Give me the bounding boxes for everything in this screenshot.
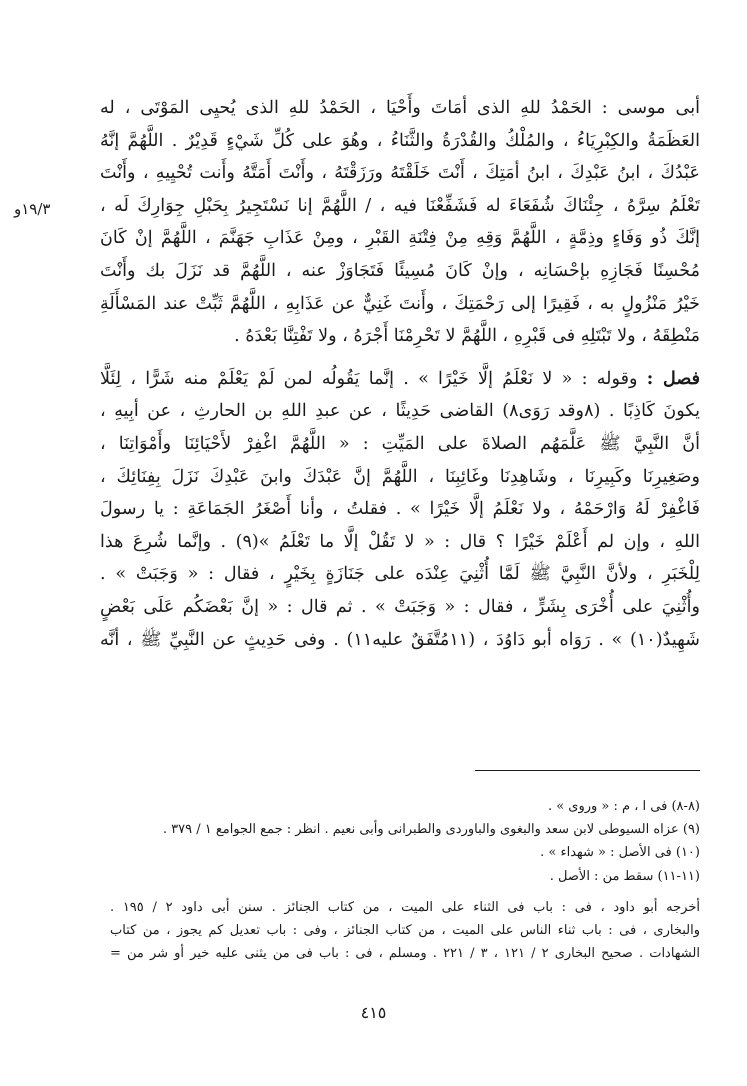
- body-line: عَبْدُكَ ، ابنُ عَبْدِكَ ، ابنُ أمَتِكَ ، أَنْتَ خَلَقْتَهُ ورَزَقْتَهُ ، وأَنْتَ أَمَتَّهُ وأَنت تُحْيِيهِ ، وأَنْتَ: [100, 163, 700, 184]
- footnote: (٨-٨) فى ا ، م : « وروى » .: [547, 799, 700, 814]
- body-line: فَاغْفِرْ لَهُ وَارْحَمْهُ ، ولا نَعْلَمُ إلَّا خَيْرًا » . فقلتُ ، وأنا أَصْغَرُ الجَمَاعَةِ : يا رسولَ: [100, 499, 700, 520]
- main-body-text: [100, 92, 700, 656]
- fasl-first-line-text: وقوله : « لا نَعْلَمُ إلَّا خَيْرًا » . إنَّما يَقُولُه لمن لَمْ يَعْلَمْ منه شَرًّا ، لِئَلَّا: [100, 368, 647, 389]
- body-line: لِلْخَبَرِ ، ولأنَّ النَّبِيَّ ﷺ لَمَّا أُثْنِيَ عِنْدَه على جَنَازَةٍ بِخَيْرٍ ، فقال : « وَجَبَتْ » .: [100, 564, 700, 585]
- page-number: ٤١٥: [360, 1003, 387, 1022]
- footnote-continuation-line: أخرجه أبو داود ، فى : باب فى الثناء على الميت ، من كتاب الجنائز . سنن أبى داود ٢ / ١٩٥ .: [110, 899, 701, 915]
- body-line: خَيْرُ مَنْزُولٍ به ، فَقِيرًا إلى رَحْمَتِكَ ، وأَنتَ غَنِيٌّ عن عَذَابِهِ ، اللَّهُمَّ ثَبِّتْ عند المَسْأَلَةِ: [100, 293, 700, 314]
- body-line: تَعْلَمُ سِرَّهُ ، جِئْنَاكَ شُفَعَاءَ له فَشَفِّعْنَا فيه ، / اللَّهُمَّ إنا نَسْتَجِيرُ بِحَبْلِ جِوَارِكَ لَه ،: [100, 195, 700, 216]
- body-line: أنَّ النَّبِيَّ ﷺ عَلَّمَهُم الصلاةَ على المَيِّتِ : « اللَّهُمَّ اغْفِرْ لأَحْيَائِنَا وأَمْوَاتِنَا ،: [100, 433, 700, 454]
- folio-margin-note: ١٩/٣و: [14, 200, 51, 218]
- body-line: مُحْسِنًا فَجَازِهِ بإحْسَانِه ، وإنْ كَانَ مُسِيئًا فَتَجَاوَزْ عنه ، اللَّهُمَّ قد نَزَلَ بك وأَنْتَ: [100, 260, 700, 281]
- fasl-heading-line: [100, 363, 700, 396]
- body-line: مَنْطِقَهُ ، ولا تَبْتَلِهِ فى قَبْرِهِ ، اللَّهُمَّ لا تَحْرِمْنَا أَجْرَهُ ، ولا تَفْتِنَّا بَعْدَهُ .: [234, 326, 700, 347]
- paragraph-gap: [100, 353, 700, 363]
- footnote: (١٠) فى الأصل : « شهداء » .: [540, 845, 700, 861]
- footnote-gap: [110, 888, 700, 896]
- body-line: أبى موسى : الحَمْدُ للهِ الذى أمَاتَ وأَحْيَا ، الحَمْدُ للهِ الذى يُحيِى المَوْتَى ، له: [100, 98, 700, 118]
- footnotes: [110, 795, 700, 965]
- body-line: وصَغِيرِنَا وكَبِيرِنَا ، وشَاهِدِنَا وغَائِبِنَا ، اللَّهُمَّ إنَّ عَبْدَكَ وابنَ عَبْدِكَ نَزَلَ بِفِنَائِكَ ،: [100, 466, 700, 487]
- footnote: (٩) عزاه السيوطى لابن سعد والبغوى والباوردى والطبرانى وأبى نعيم . انظر : جمع الجوامع ١ / ٣٧٩ .: [162, 822, 700, 838]
- body-line: إنَّكَ ذُو وَفَاءٍ وذِمَّةٍ ، اللَّهُمَّ وَقِهِ مِنْ فِتْنَةِ القَبْرِ ، ومِنْ عَذَابِ جَهَنَّمَ ، اللَّهُمَّ إنْ كَانَ: [100, 228, 700, 249]
- footnote-continuation-line: والبخارى ، فى : باب ثناء الناس على الميت ، من كتاب الجنائز ، وفى : باب تعديل كم يجوز ، من كتاب: [110, 923, 700, 939]
- footnote: (١١-١١) سقط من : الأصل .: [549, 868, 700, 884]
- fasl-label: فصل :: [646, 367, 700, 389]
- footnote-divider: [475, 770, 700, 771]
- footnote-continuation-line: الشهادات . صحيح البخارى ٢ / ١٢١ ، ٣ / ٢٢١ . ومسلم ، فى : باب فى من يثنى عليه خير أو شر من =: [110, 946, 700, 962]
- body-line: وأُثْنِيَ على أُخْرَى بِشَرٍّ ، فقال : « وَجَبَتْ » . ثم قال : « إنَّ بَعْضَكُم عَلَى بَعْضٍ: [100, 596, 700, 617]
- body-line: شَهِيدٌ(١٠) » . رَوَاه أبو دَاوُدَ ، (١١مُتَّفَقٌ عليه١١) . وفى حَدِيثٍ عن النَّبِيِّ ﷺ ، أنَّه: [100, 629, 701, 650]
- body-line: يكونَ كَاذِبًا . (٨وقد رَوَى٨) القاضى حَدِيثًا ، عن عبدِ اللهِ بن الحارثِ ، عن أبِيهِ ،: [100, 401, 700, 422]
- body-line: اللهِ ، وإن لم أَعْلَمْ خَيْرًا ؟ قال : « لا تَقُلْ إلَّا ما تَعْلَمُ »(٩) . وإنَّما شُرِعَ هذا: [100, 531, 700, 552]
- body-line: العَظَمَةُ والكِبْرِيَاءُ ، والمُلْكُ والقُدْرَةُ والثَّنَاءُ ، وهُوَ على كُلِّ شَيْءٍ قَدِيْرٌ . اللَّهُمَّ إنَّهُ: [100, 130, 700, 151]
